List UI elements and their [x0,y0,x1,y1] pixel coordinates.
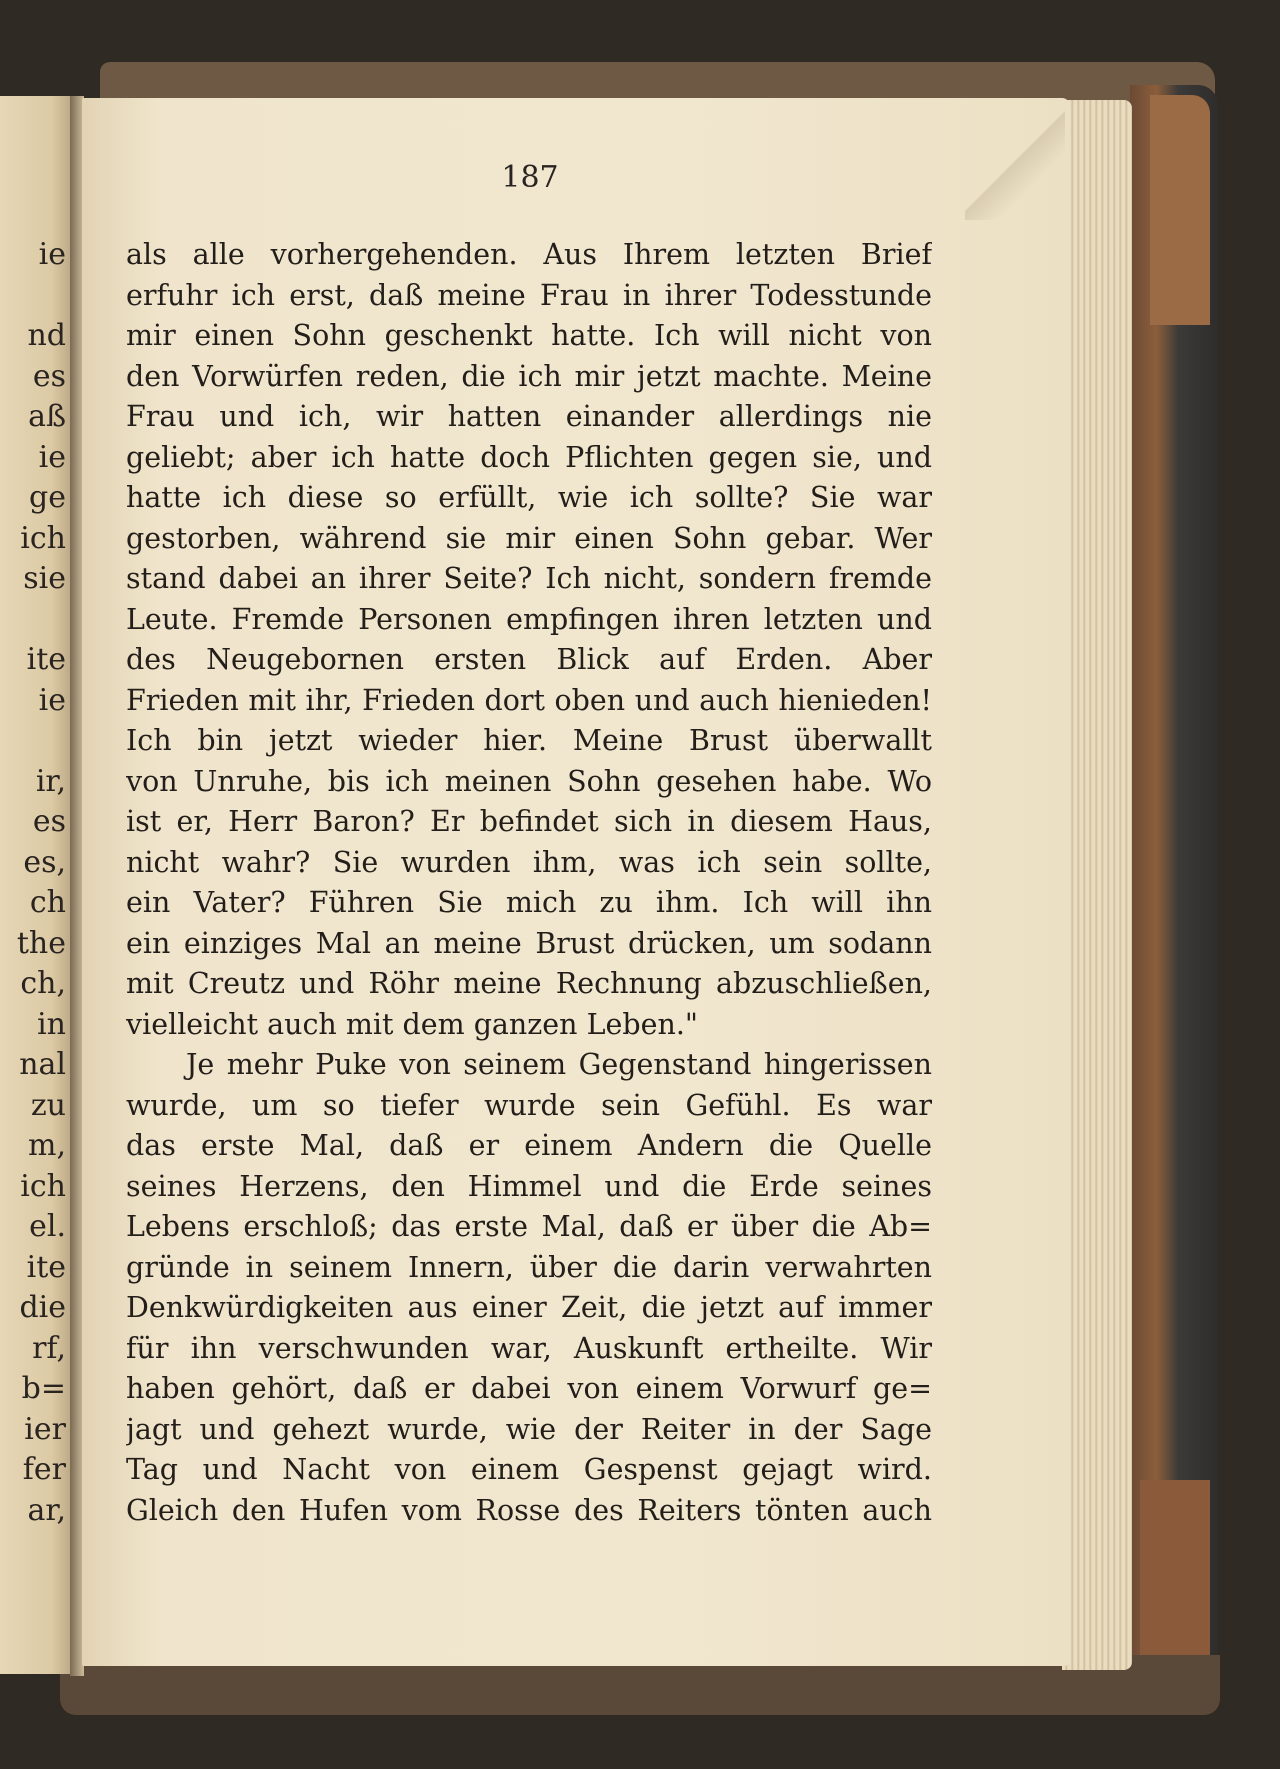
left-page-fragment: es [32,804,66,839]
left-page-fragment: ie [38,682,66,718]
text-line: Frau und ich, wir hatten einander allerdings nie [126,400,932,433]
left-page-fragment [0,600,66,641]
text-line: mit Creutz und Röhr meine Rechnung abzuschließen, [126,967,932,1000]
page-corner-fold [965,100,1065,220]
left-page-fragment: es, [23,844,66,880]
left-page-fragment: nd [27,318,66,353]
text-line: stand dabei an ihrer Seite? Ich nicht, sondern fremde [126,562,932,595]
text-line: den Vorwürfen reden, die ich mir jetzt machte. Meine [126,359,932,393]
left-page-fragment: b= [21,1371,66,1406]
text-line: mir einen Sohn geschenkt hatte. Ich will nicht von [126,319,932,352]
text-line: ein Vater? Führen Sie mich zu ihm. Ich will ihn [126,886,932,919]
left-page-fragment: ch, [20,966,66,1001]
left-page-fragment [0,721,66,762]
text-line: seines Herzens, den Himmel und die Erde seines [126,1169,932,1203]
text-line: vielleicht auch mit dem ganzen Leben." [126,1007,699,1041]
text-line: Je mehr Puke von seinem Gegenstand hingerissen [186,1048,932,1081]
left-page-fragment: aß [28,399,66,434]
text-line: als alle vorhergehenden. Aus Ihrem letzten Brief [126,238,932,271]
left-page-fragment: ich [20,520,66,556]
text-line: nicht wahr? Sie wurden ihm, was ich sein sollte, [126,845,932,879]
text-line: Ich bin jetzt wieder hier. Meine Brust überwallt [126,724,932,757]
page-number: 187 [501,160,559,195]
left-page-fragment: ie [38,439,66,475]
text-line: Leute. Fremde Personen empfingen ihren letzten und [126,602,932,636]
text-line: ein einziges Mal an meine Brust drücken, um sodann [126,926,932,960]
text-line: Denkwürdigkeiten aus einer Zeit, die jetzt auf immer [126,1291,932,1324]
page-body-text [126,235,932,1531]
text-line: jagt und gehezt wurde, wie der Reiter in der Sage [126,1412,932,1446]
left-page-fragment: ch [29,885,66,920]
text-line: wurde, um so tiefer wurde sein Gefühl. Es war [126,1088,932,1122]
left-page-fragment: ge [29,480,66,515]
text-line: Tag und Nacht von einem Gespenst gejagt wird. [126,1453,932,1486]
left-page-fragment: ie [38,237,66,272]
text-line: für ihn verschwunden war, Auskunft ertheilte. Wir [126,1331,932,1365]
text-line: Lebens erschloß; das erste Mal, daß er über die Ab= [126,1210,932,1243]
leather-corner-bottom [1140,1480,1210,1680]
left-page-fragment: zu [30,1087,66,1123]
text-line: gestorben, während sie mir einen Sohn gebar. Wer [126,521,932,555]
text-line: Frieden mit ihr, Frieden dort oben und auch hienieden! [126,683,932,717]
left-page-fragment: in [37,1006,66,1042]
leather-corner-top [1150,95,1210,325]
left-page-fragment: ier [24,1411,66,1447]
left-page-fragment: ite [26,642,66,677]
left-page-fragment: ar, [27,1492,66,1528]
left-page-fragment: el. [29,1209,66,1244]
left-page-fragment [0,276,66,317]
left-page-fragment: ich [20,1168,66,1204]
book-cover-edge [1130,85,1218,1700]
text-line: des Neugebornen ersten Blick auf Erden. Aber [126,643,932,676]
text-line: hatte ich diese so erfüllt, wie ich sollte? Sie war [126,481,932,514]
text-line: gründe in seinem Innern, über die darin verwahrten [126,1250,932,1284]
left-page-fragment: die [19,1290,66,1325]
page-edges [1062,100,1132,1670]
text-line: haben gehört, daß er dabei von einem Vorwurf ge= [126,1372,932,1405]
left-page-fragment: rf, [32,1330,66,1366]
left-page-fragment: the [16,925,66,961]
left-page-fragment: ir, [35,763,66,799]
text-line: erfuhr ich erst, daß meine Frau in ihrer Todesstunde [126,278,932,312]
left-page-fragment: ite [26,1249,66,1285]
left-page-text-fragments [0,235,66,1531]
text-line: von Unruhe, bis ich meinen Sohn gesehen habe. Wo [126,764,932,798]
left-page-fragment: es [32,358,66,394]
text-line: geliebt; aber ich hatte doch Pflichten gegen sie, und [126,440,932,474]
left-page-fragment: fer [22,1452,66,1487]
text-line: ist er, Herr Baron? Er befindet sich in diesem Haus, [126,805,932,838]
left-page-fragment: sie [23,561,66,596]
text-line: Gleich den Hufen vom Rosse des Reiters tönten auch [126,1493,932,1527]
left-page-fragment: nal [19,1047,66,1082]
text-line: das erste Mal, daß er einem Andern die Quelle [126,1129,932,1162]
left-page-fragment: m, [28,1128,66,1163]
